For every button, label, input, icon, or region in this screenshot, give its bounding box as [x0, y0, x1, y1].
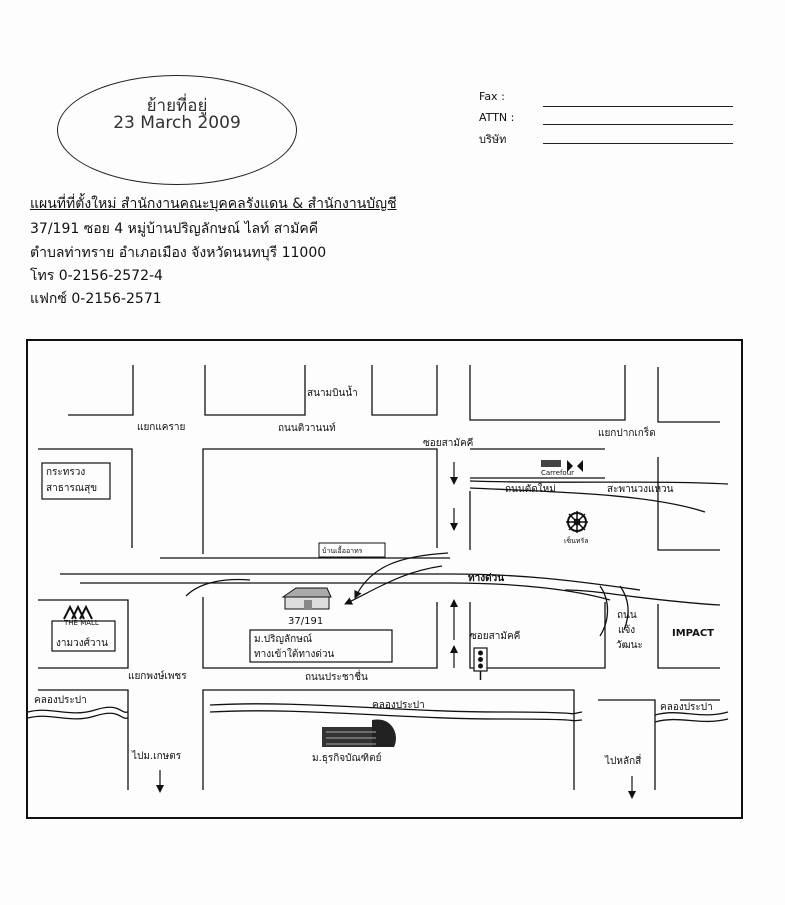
label-prinlak-line1: ม.ปริญลักษณ์ [254, 634, 313, 645]
label-central: เซ็นทรัล [564, 537, 589, 545]
address-line-2: ตำบลท่าทราย อำเภอเมือง จังหวัดนนทบุรี 11000 [30, 245, 327, 261]
label-saphan-wong-waen: สะพานวงแหวน [607, 484, 674, 495]
label-impact: IMPACT [672, 628, 714, 639]
attn-label: ATTN : [479, 111, 515, 124]
label-watthana: วัฒนะ [616, 640, 643, 651]
company-label: บริษัท [479, 133, 507, 146]
label-yaek-phong-phet: แยกพงษ์เพชร [128, 671, 187, 682]
label-ministry-line2: สาธารณสุข [46, 483, 98, 494]
label-the-mall-logo: THE MALL [64, 619, 99, 627]
label-thanon-tiwanon: ถนนติวานนท์ [278, 423, 336, 434]
label-sanam-bin-nam: สนามบินน้ำ [307, 388, 358, 399]
label-khlong-prapa-center: คลองประปา [372, 700, 425, 711]
label-dhurakij: ม.ธุรกิจบัณฑิตย์ [312, 753, 382, 764]
label-khlong-prapa-right: คลองประปา [660, 702, 713, 713]
label-chaeng: แจ้ง [618, 625, 636, 636]
label-to-kaset: ไปม.เกษตร [132, 751, 182, 762]
label-soi-samakkhi-bottom: ซอยสามัคคี [470, 631, 521, 642]
label-ban-uea-athon: บ้านเอื้ออาทร [322, 547, 363, 555]
label-yaek-khae-rai: แยกแคราย [137, 422, 186, 433]
label-thanon-tat-mai: ถนนตัดใหม่ [505, 484, 556, 495]
label-to-lak-si: ไปหลักสี่ [605, 756, 642, 767]
label-prinlak-line2: ทางเข้าใต้ทางด่วน [254, 649, 335, 660]
label-khlong-prapa-left: คลองประปา [34, 695, 87, 706]
label-soi-samakkhi-top: ซอยสามัคคี [423, 438, 474, 449]
label-ngam-wong-wan: งามวงศ์วาน [56, 638, 109, 649]
label-carrefour: Carrefour [541, 469, 575, 477]
label-house-number: 37/191 [288, 616, 324, 627]
label-thanon-prachachuen: ถนนประชาชื่น [305, 672, 368, 683]
traffic-light-icon [474, 648, 487, 680]
moved-notice-title: ย้ายที่อยู่ [146, 96, 208, 116]
house-icon [283, 588, 331, 609]
label-ministry-line1: กระทรวง [46, 467, 86, 478]
the-mall-logo-icon [64, 607, 92, 619]
phone-number: โทร 0-2156-2572-4 [30, 268, 163, 284]
direction-arrows [160, 462, 632, 798]
fax-number: แฟกซ์ 0-2156-2571 [30, 291, 162, 307]
label-expressway: ทางด่วน [468, 573, 505, 584]
label-yaek-pak-kret: แยกปากเกร็ด [598, 428, 656, 439]
dhurakij-building-icon [322, 719, 396, 747]
label-thanon: ถนน [617, 610, 637, 621]
fax-label: Fax : [479, 90, 505, 103]
moved-notice-date: 23 March 2009 [113, 113, 241, 133]
central-logo-icon [566, 511, 588, 533]
address-line-1: 37/191 ซอย 4 หมู่บ้านปริญลักษณ์ ไลท์ สามัคคี [30, 221, 319, 237]
doc-title: แผนที่ที่ตั้งใหม่ สำนักงานคณะบุคคลรังแดน & สำนักงานบัญชี [30, 196, 397, 212]
